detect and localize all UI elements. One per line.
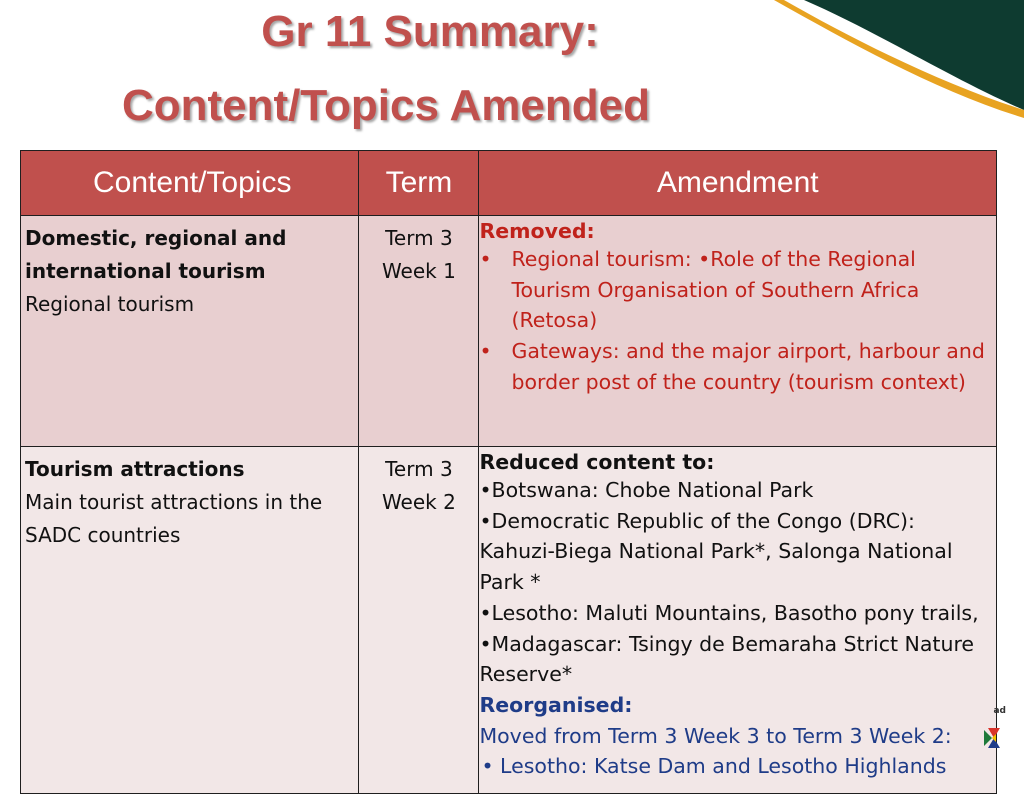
amendment-cell bbox=[479, 216, 997, 447]
list-item: • Gateways: and the major airport, harbour and border post of the country (tourism context) bbox=[479, 336, 994, 397]
list-item: •Lesotho: Maluti Mountains, Basotho pony trails, bbox=[479, 600, 979, 625]
week-label: Week 1 bbox=[381, 259, 456, 283]
amendment-cell bbox=[479, 447, 997, 794]
term-label: Term 3 bbox=[385, 226, 453, 250]
term-cell bbox=[359, 216, 479, 447]
amendment-heading: Reduced content to: bbox=[479, 450, 715, 474]
term-label: Term 3 bbox=[385, 457, 453, 481]
topic-cell bbox=[21, 447, 359, 794]
list-item: •Democratic Republic of the Congo (DRC): Kahuzi-Biega National Park*, Salonga National Park * bbox=[479, 508, 953, 595]
reorganised-heading: Reorganised: bbox=[479, 692, 633, 717]
topic-subtitle: Main tourist attractions in the SADC countries bbox=[25, 490, 323, 547]
amendment-heading: Removed: bbox=[479, 219, 595, 243]
list-item: • Lesotho: Katse Dam and Lesotho Highlands bbox=[481, 754, 947, 779]
table-header-row bbox=[21, 151, 997, 216]
reorganised-text: Moved from Term 3 Week 3 to Term 3 Week 2: bbox=[479, 723, 952, 748]
table-row bbox=[21, 216, 997, 447]
slide-title: Gr 11 Summary: bbox=[261, 7, 599, 56]
amendment-list bbox=[479, 244, 994, 398]
topic-title: international tourism bbox=[25, 259, 266, 283]
topic-title: Tourism attractions bbox=[25, 457, 245, 481]
slide-subtitle: Content/Topics Amended bbox=[122, 81, 650, 130]
term-cell bbox=[359, 447, 479, 794]
topic-cell bbox=[21, 216, 359, 447]
summary-table bbox=[20, 150, 997, 794]
header-term: Term bbox=[359, 151, 479, 216]
list-item: •Madagascar: Tsingy de Bemaraha Strict Nature Reserve* bbox=[479, 631, 975, 687]
week-label: Week 2 bbox=[381, 490, 456, 514]
topic-subtitle: Regional tourism bbox=[25, 292, 195, 316]
header-amendment: Amendment bbox=[479, 151, 997, 216]
logo-text: ad bbox=[993, 706, 1006, 716]
table-row bbox=[21, 447, 997, 794]
flag-logo-icon bbox=[982, 726, 1002, 750]
list-item: •Botswana: Chobe National Park bbox=[479, 478, 814, 502]
header-content-topics: Content/Topics bbox=[21, 151, 359, 216]
list-item: • Regional tourism: •Role of the Regional Tourism Organisation of Southern Africa (Retosa) bbox=[479, 244, 994, 336]
topic-title: Domestic, regional and bbox=[25, 226, 287, 250]
